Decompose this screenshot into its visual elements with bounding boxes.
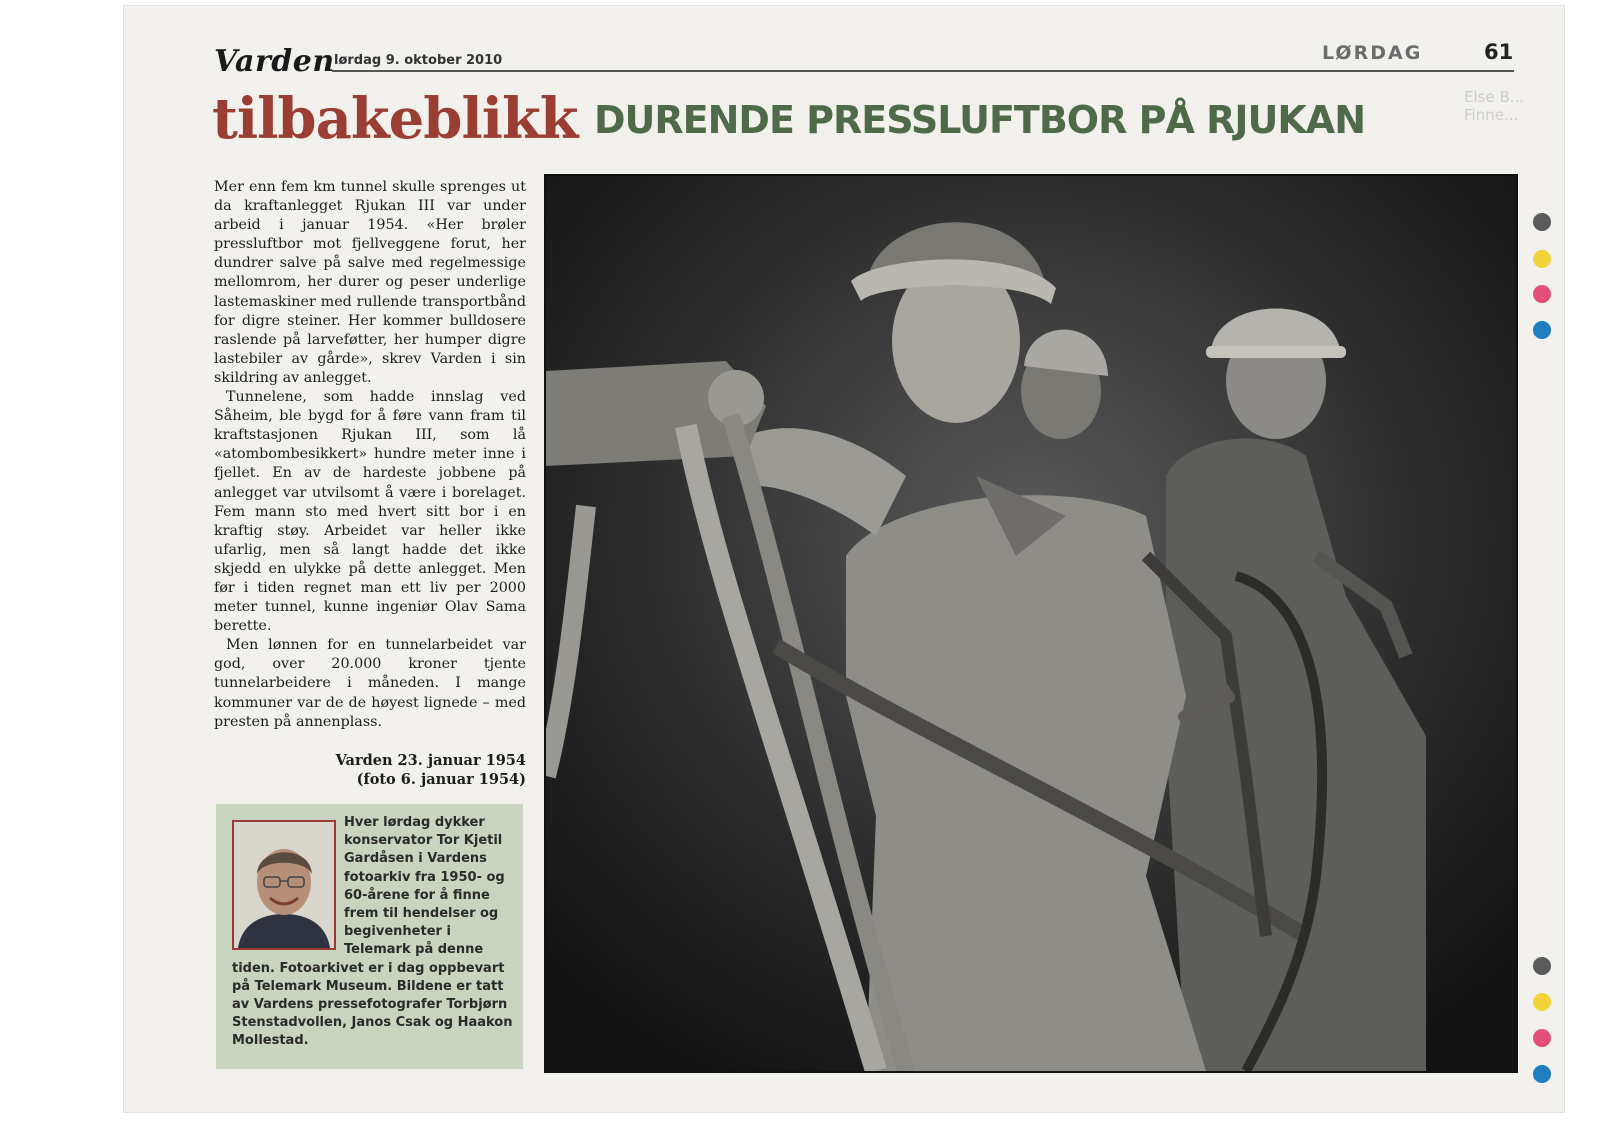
masthead-divider <box>332 70 1514 72</box>
registration-mark <box>1533 321 1551 339</box>
issue-date: lørdag 9. oktober 2010 <box>334 53 503 68</box>
section-label: LØRDAG <box>1322 42 1423 64</box>
registration-mark <box>1533 250 1551 268</box>
article-body <box>214 178 526 732</box>
section-kicker: tilbakeblikk <box>212 86 578 152</box>
registration-mark <box>1533 1029 1551 1047</box>
registration-mark <box>1533 213 1551 231</box>
columnist-infobox <box>216 804 523 1069</box>
registration-mark <box>1533 957 1551 975</box>
page-number: 61 <box>1484 40 1514 64</box>
bleed-through-text: Else B... Finne... <box>1464 88 1525 124</box>
infobox-paragraph: Hver lørdag dykker konservator Tor Kjetil Gardåsen i Vardens fotoarkiv fra 1950- og 60-årene for å finne frem til hendelser og begivenheter i Telemark på denne tiden. Fotoarkivet er i dag oppbevart på Telemark Museum. Bildene er tatt av Vardens pressefotografer Torbjørn Stenstadvollen, Janos Csak og Haakon Mollestad. <box>232 815 513 1049</box>
registration-mark <box>1533 285 1551 303</box>
credit-source: Varden 23. januar 1954 <box>335 752 526 769</box>
newspaper-page <box>124 6 1564 1112</box>
registration-mark <box>1533 1065 1551 1083</box>
newspaper-logo: Varden <box>214 44 335 79</box>
article-paragraph: Mer enn fem km tunnel skulle sprenges ut da kraftanlegget Rjukan III var under arbeid i januar 1954. «Her brøler pressluftbor mot fjellveggene forut, her dundrer salve på salve med regelmessige mellomrom, her durer og peser underlige lastemaskiner med rullende transportbånd for digre steiner. Her kommer bulldosere raslende på larveføtter, her humper digre lastebiler av gårde», skrev Varden i sin skildring av anlegget. <box>214 179 526 386</box>
article-paragraph: Tunnelene, som hadde innslag ved Såheim, ble bygd for å føre vann fram til kraftstasjonen Rjukan III, som lå «atombombesikkert» hundre meter inne i fjellet. En av de hardeste jobbene på anlegget var utvilsomt å være i borelaget. Fem mann sto med hvert sitt bor i en kraftig støy. Arbeidet var heller ikke ufarlig, men så langt hadde det ikke skjedd en ulykke på dette anlegget. Men før i tiden regnet man ett liv per 2000 meter tunnel, kunne ingeniør Olav Sama berette. <box>214 389 526 635</box>
article-credit <box>214 751 526 789</box>
infobox-text <box>232 814 514 1051</box>
tunnel-workers-photo-icon <box>546 176 1516 1071</box>
archive-photo <box>544 174 1518 1073</box>
registration-mark <box>1533 993 1551 1011</box>
article-paragraph: Men lønnen for en tunnelarbeidet var god, over 20.000 kroner tjente tunnelarbeidere i måneden. I mange kommuner var de de høyest lignede – med presten på annenplass. <box>214 637 526 730</box>
credit-photo-date: (foto 6. januar 1954) <box>356 771 526 788</box>
headline: DURENDE PRESSLUFTBOR PÅ RJUKAN <box>594 98 1366 142</box>
